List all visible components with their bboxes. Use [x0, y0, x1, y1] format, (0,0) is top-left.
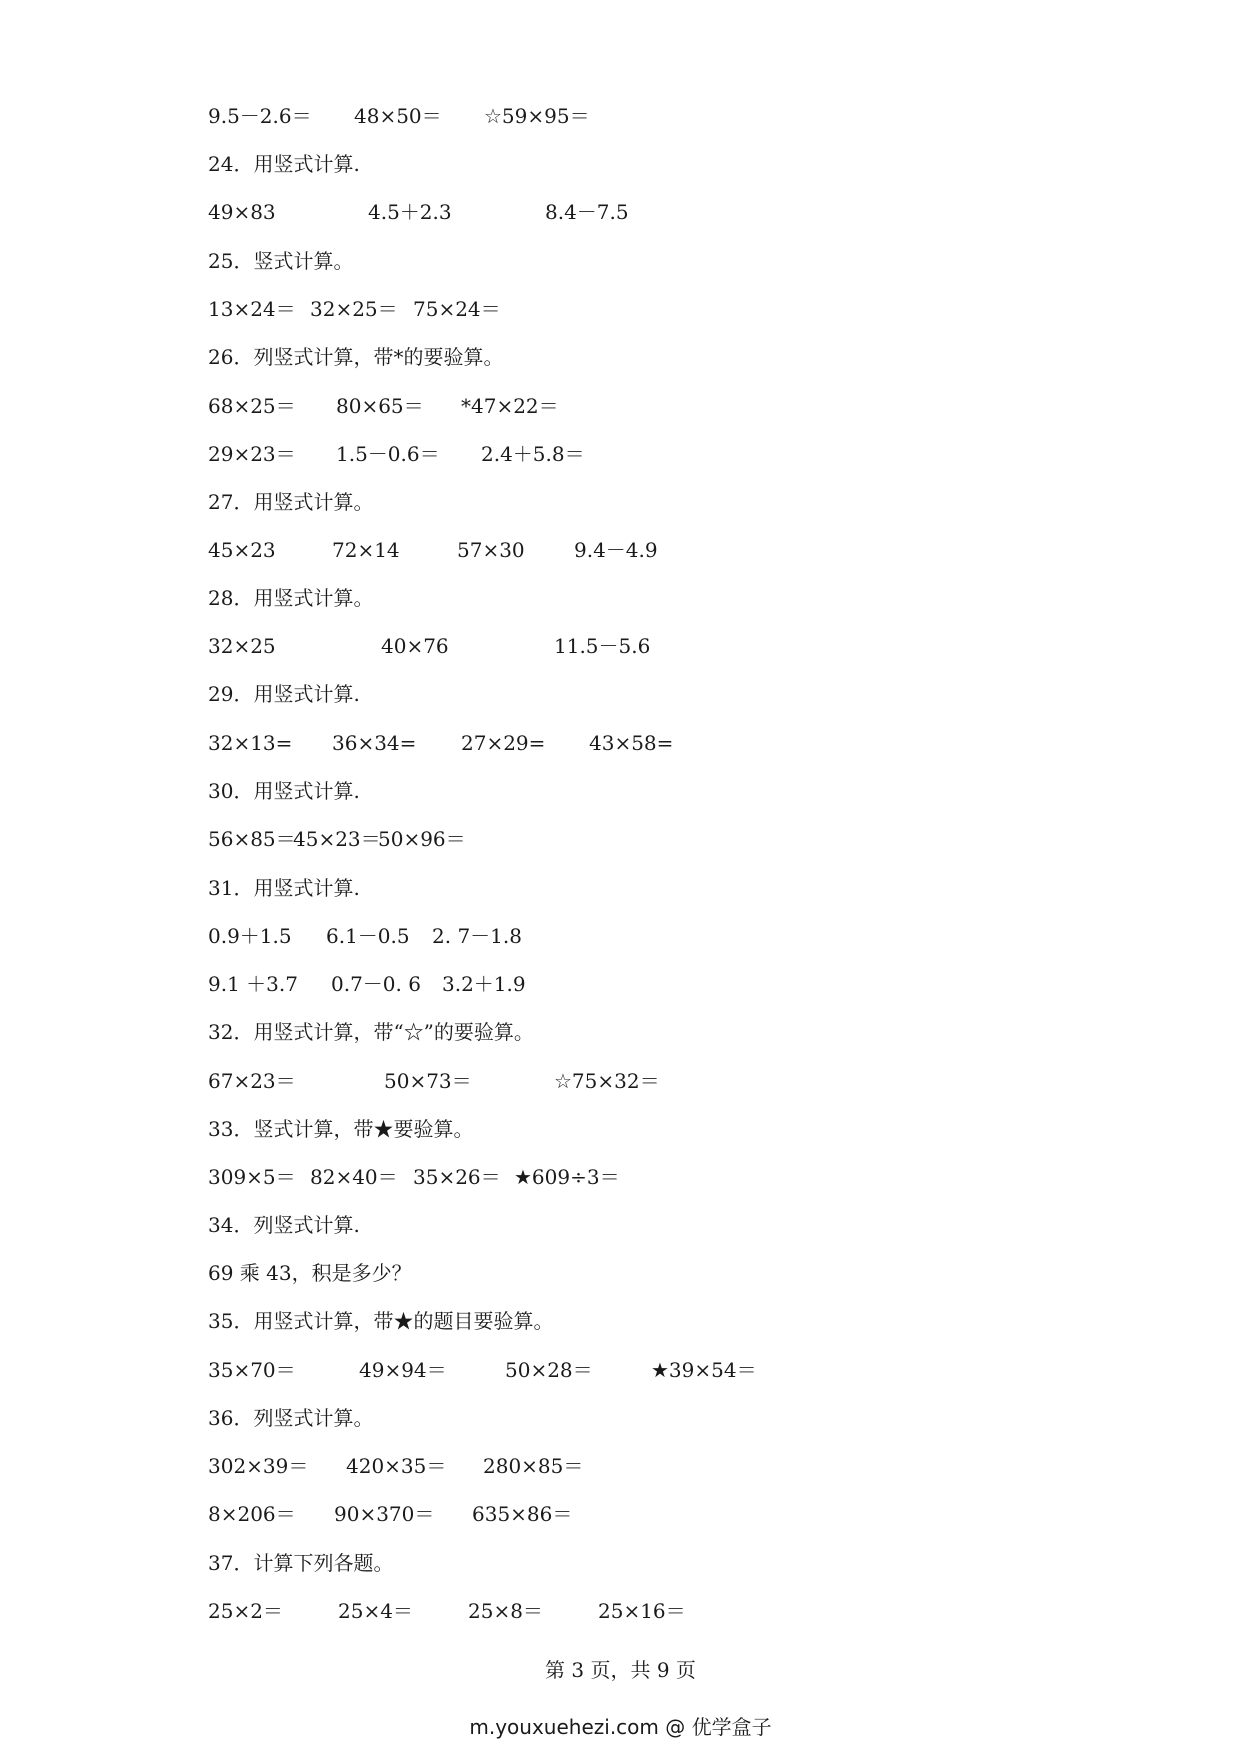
- expression: 68×25＝: [208, 394, 296, 418]
- expression: 90×370＝: [334, 1502, 435, 1526]
- expression: 50×96＝: [378, 827, 466, 851]
- expression: 2. 7－1.8: [432, 924, 522, 948]
- question-heading: 37．计算下列各题。: [208, 1551, 394, 1575]
- expression: 43×58=: [589, 731, 674, 755]
- question-heading: 25．竖式计算。: [208, 249, 354, 273]
- question-heading: 36．列竖式计算。: [208, 1406, 374, 1430]
- expression: 32×13=: [208, 731, 293, 755]
- expression: 635×86＝: [472, 1502, 573, 1526]
- expression: 13×24＝: [208, 297, 296, 321]
- expression: 45×23: [208, 538, 276, 562]
- expression: 75×24＝: [413, 297, 501, 321]
- expression: 67×23＝: [208, 1069, 296, 1093]
- expression: 40×76: [381, 634, 449, 658]
- expression: 32×25: [208, 634, 276, 658]
- expression: 3.2＋1.9: [442, 972, 526, 996]
- expression: 0.7－0. 6: [331, 972, 421, 996]
- expression: 80×65＝: [336, 394, 424, 418]
- expression: 1.5－0.6＝: [336, 442, 440, 466]
- expression: 25×2＝: [208, 1599, 283, 1623]
- question-heading: 24．用竖式计算.: [208, 152, 360, 176]
- question-heading: 35．用竖式计算，带★的题目要验算。: [208, 1309, 554, 1333]
- expression: 2.4＋5.8＝: [481, 442, 585, 466]
- question-heading: 33．竖式计算，带★要验算。: [208, 1117, 474, 1141]
- expression: 4.5＋2.3: [368, 200, 452, 224]
- question-heading: 30．用竖式计算.: [208, 779, 360, 803]
- question-heading: 34．列竖式计算.: [208, 1213, 360, 1237]
- expression: 6.1－0.5: [326, 924, 410, 948]
- expression: 35×70＝: [208, 1358, 296, 1382]
- expression: 9.4－4.9: [574, 538, 658, 562]
- expression: 11.5－5.6: [554, 634, 651, 658]
- expression: 29×23＝: [208, 442, 296, 466]
- question-heading: 31．用竖式计算.: [208, 876, 360, 900]
- expression: 45×23＝: [293, 827, 381, 851]
- expression: 82×40＝: [310, 1165, 398, 1189]
- expression: 36×34=: [332, 731, 417, 755]
- expression: 9.5－2.6＝: [208, 104, 312, 128]
- expression: 57×30: [457, 538, 525, 562]
- question-heading: 28．用竖式计算。: [208, 586, 374, 610]
- expression: 420×35＝: [346, 1454, 447, 1478]
- expression: 35×26＝: [413, 1165, 501, 1189]
- question-heading: 26．列竖式计算，带*的要验算。: [208, 345, 504, 369]
- question-heading: 27．用竖式计算。: [208, 490, 374, 514]
- expression: 72×14: [332, 538, 400, 562]
- page-number: 第 3 页，共 9 页: [545, 1658, 696, 1682]
- expression: 49×83: [208, 200, 276, 224]
- expression: 48×50＝: [354, 104, 442, 128]
- expression: 309×5＝: [208, 1165, 296, 1189]
- expression: 49×94＝: [359, 1358, 447, 1382]
- expression: 25×8＝: [468, 1599, 543, 1623]
- question-heading: 32．用竖式计算，带“☆”的要验算。: [208, 1020, 534, 1044]
- expression: 8.4－7.5: [545, 200, 629, 224]
- expression: 0.9＋1.5: [208, 924, 292, 948]
- expression: ☆75×32＝: [554, 1069, 660, 1093]
- question-heading: 29．用竖式计算.: [208, 682, 360, 706]
- expression: 25×16＝: [598, 1599, 686, 1623]
- site-watermark: m.youxuehezi.com @ 优学盒子: [469, 1715, 772, 1739]
- expression: ★609÷3＝: [514, 1165, 620, 1189]
- expression: ★39×54＝: [651, 1358, 757, 1382]
- expression: 25×4＝: [338, 1599, 413, 1623]
- expression: *47×22＝: [461, 394, 559, 418]
- expression: 9.1 ＋3.7: [208, 972, 298, 996]
- expression: 302×39＝: [208, 1454, 309, 1478]
- expression: 32×25＝: [310, 297, 398, 321]
- expression: 50×73＝: [384, 1069, 472, 1093]
- question-heading: 69 乘 43，积是多少？: [208, 1261, 412, 1285]
- expression: 280×85＝: [483, 1454, 584, 1478]
- expression: 56×85＝: [208, 827, 296, 851]
- expression: 27×29=: [461, 731, 546, 755]
- expression: 50×28＝: [505, 1358, 593, 1382]
- expression: 8×206＝: [208, 1502, 296, 1526]
- expression: ☆59×95＝: [484, 104, 590, 128]
